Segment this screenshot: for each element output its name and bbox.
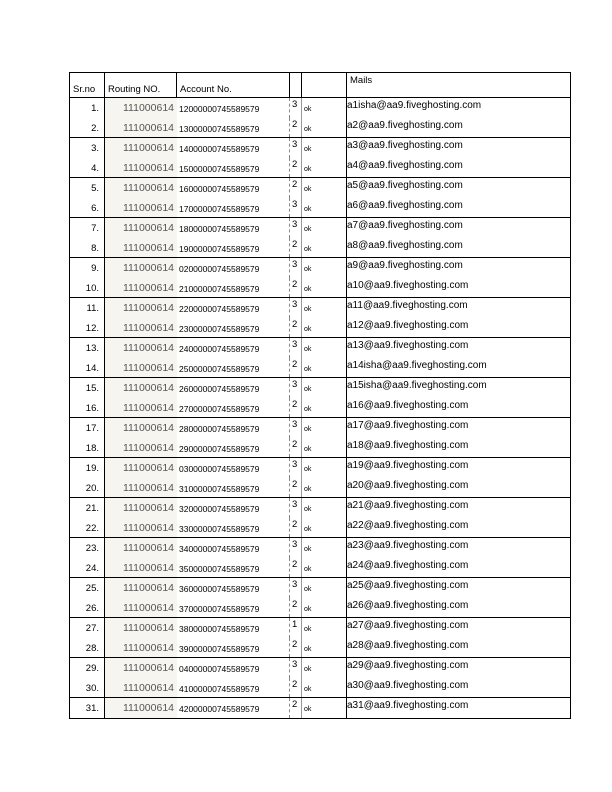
account-cell: 02000000745589579 — [177, 258, 290, 278]
account-cell: 13000000745589579 — [177, 118, 290, 138]
sr-no-cell: 18. — [70, 438, 105, 458]
account-cell: 33000000745589579 — [177, 518, 290, 538]
table-row — [70, 238, 570, 259]
mail-cell: a26@aa9.fiveghosting.com — [347, 599, 469, 611]
status-cell: ok — [302, 118, 347, 138]
routing-cell: 111000614 — [105, 518, 177, 538]
status-cell: ok — [302, 238, 347, 258]
header-account — [177, 73, 290, 97]
mail-cell: a24@aa9.fiveghosting.com — [347, 559, 469, 571]
status-cell: ok — [302, 558, 347, 578]
status-cell: ok — [302, 278, 347, 298]
mail-cell: a12@aa9.fiveghosting.com — [347, 319, 469, 331]
sr-no-cell: 25. — [70, 578, 105, 598]
routing-cell: 111000614 — [105, 138, 177, 158]
account-cell: 37000000745589579 — [177, 598, 290, 618]
count-cell: 2 — [290, 118, 302, 138]
account-cell: 03000000745589579 — [177, 458, 290, 478]
count-cell: 3 — [290, 658, 302, 678]
status-cell: ok — [302, 638, 347, 658]
accounts-table — [69, 72, 571, 719]
account-cell: 27000000745589579 — [177, 398, 290, 418]
status-cell: ok — [302, 178, 347, 198]
account-cell: 41000000745589579 — [177, 678, 290, 698]
sr-no-cell: 28. — [70, 638, 105, 658]
routing-cell: 111000614 — [105, 218, 177, 238]
mail-cell: a13@aa9.fiveghosting.com — [347, 340, 469, 351]
table-row — [70, 598, 570, 619]
mail-cell: a21@aa9.fiveghosting.com — [347, 500, 469, 511]
table-row — [70, 258, 570, 278]
status-cell: ok — [302, 338, 347, 358]
table-row — [70, 698, 570, 718]
table-row — [70, 318, 570, 339]
routing-cell: 111000614 — [105, 278, 177, 298]
mail-cell: a8@aa9.fiveghosting.com — [347, 239, 463, 251]
mail-cell: a4@aa9.fiveghosting.com — [347, 159, 463, 171]
account-cell: 26000000745589579 — [177, 378, 290, 398]
account-cell: 04000000745589579 — [177, 658, 290, 678]
table-row — [70, 98, 570, 118]
mail-cell: a15isha@aa9.fiveghosting.com — [347, 380, 487, 391]
table-header — [70, 73, 570, 98]
sr-no-cell: 31. — [70, 698, 105, 718]
sr-no-cell: 16. — [70, 398, 105, 418]
sr-no-cell: 26. — [70, 598, 105, 618]
routing-cell: 111000614 — [105, 698, 177, 718]
account-cell: 16000000745589579 — [177, 178, 290, 198]
count-cell: 2 — [290, 318, 302, 338]
table-row — [70, 138, 570, 158]
status-cell: ok — [302, 218, 347, 238]
mail-cell: a6@aa9.fiveghosting.com — [347, 199, 463, 211]
count-cell: 2 — [290, 478, 302, 498]
count-cell: 3 — [290, 578, 302, 598]
routing-cell: 111000614 — [105, 658, 177, 678]
header-srno — [70, 73, 105, 97]
table-row — [70, 378, 570, 398]
count-cell: 2 — [290, 178, 302, 198]
sr-no-cell: 10. — [70, 278, 105, 298]
account-cell: 34000000745589579 — [177, 538, 290, 558]
mail-cell: a30@aa9.fiveghosting.com — [347, 679, 469, 691]
routing-cell: 111000614 — [105, 238, 177, 258]
table-row — [70, 498, 570, 518]
sr-no-cell: 1. — [70, 98, 105, 118]
account-cell: 15000000745589579 — [177, 158, 290, 178]
status-cell: ok — [302, 318, 347, 338]
status-cell: ok — [302, 378, 347, 398]
account-cell: 35000000745589579 — [177, 558, 290, 578]
routing-cell: 111000614 — [105, 438, 177, 458]
status-cell: ok — [302, 678, 347, 698]
status-cell: ok — [302, 598, 347, 618]
sr-no-cell: 20. — [70, 478, 105, 498]
account-cell: 14000000745589579 — [177, 138, 290, 158]
sr-no-cell: 19. — [70, 458, 105, 478]
account-cell: 28000000745589579 — [177, 418, 290, 438]
status-cell: ok — [302, 458, 347, 478]
status-cell: ok — [302, 398, 347, 418]
mail-cell: a18@aa9.fiveghosting.com — [347, 439, 469, 451]
status-cell: ok — [302, 478, 347, 498]
account-cell: 24000000745589579 — [177, 338, 290, 358]
mail-cell: a22@aa9.fiveghosting.com — [347, 519, 469, 531]
count-cell: 2 — [290, 698, 302, 718]
mail-cell: a3@aa9.fiveghosting.com — [347, 140, 463, 151]
routing-cell: 111000614 — [105, 358, 177, 378]
count-cell: 2 — [290, 158, 302, 178]
sr-no-cell: 8. — [70, 238, 105, 258]
table-row — [70, 358, 570, 379]
sr-no-cell: 27. — [70, 618, 105, 638]
routing-cell: 111000614 — [105, 178, 177, 198]
header-mails-label: Mails — [350, 75, 373, 86]
routing-cell: 111000614 — [105, 618, 177, 638]
count-cell: 2 — [290, 238, 302, 258]
table-row — [70, 298, 570, 318]
mail-cell: a25@aa9.fiveghosting.com — [347, 580, 469, 591]
header-routing-label: Routing NO. — [108, 84, 161, 95]
mail-cell: a5@aa9.fiveghosting.com — [347, 180, 463, 191]
mail-cell: a9@aa9.fiveghosting.com — [347, 260, 463, 271]
sr-no-cell: 22. — [70, 518, 105, 538]
account-cell: 23000000745589579 — [177, 318, 290, 338]
count-cell: 2 — [290, 438, 302, 458]
account-cell: 36000000745589579 — [177, 578, 290, 598]
status-cell: ok — [302, 358, 347, 378]
sr-no-cell: 7. — [70, 218, 105, 238]
count-cell: 3 — [290, 258, 302, 278]
mail-cell: a23@aa9.fiveghosting.com — [347, 540, 469, 551]
routing-cell: 111000614 — [105, 578, 177, 598]
count-cell: 2 — [290, 598, 302, 618]
mail-cell: a27@aa9.fiveghosting.com — [347, 620, 469, 631]
routing-cell: 111000614 — [105, 418, 177, 438]
status-cell: ok — [302, 158, 347, 178]
sr-no-cell: 12. — [70, 318, 105, 338]
sr-no-cell: 5. — [70, 178, 105, 198]
table-row — [70, 658, 570, 678]
routing-cell: 111000614 — [105, 298, 177, 318]
table-row — [70, 478, 570, 499]
status-cell: ok — [302, 618, 347, 638]
status-cell: ok — [302, 418, 347, 438]
header-routing — [105, 73, 177, 97]
routing-cell: 111000614 — [105, 538, 177, 558]
count-cell: 3 — [290, 218, 302, 238]
count-cell: 3 — [290, 298, 302, 318]
routing-cell: 111000614 — [105, 158, 177, 178]
account-cell: 32000000745589579 — [177, 498, 290, 518]
routing-cell: 111000614 — [105, 198, 177, 218]
count-cell: 1 — [290, 618, 302, 638]
routing-cell: 111000614 — [105, 598, 177, 618]
mail-cell: a7@aa9.fiveghosting.com — [347, 220, 463, 231]
count-cell: 2 — [290, 398, 302, 418]
sr-no-cell: 13. — [70, 338, 105, 358]
header-status — [302, 73, 347, 97]
mail-cell: a14isha@aa9.fiveghosting.com — [347, 359, 487, 371]
count-cell: 2 — [290, 358, 302, 378]
mail-cell: a10@aa9.fiveghosting.com — [347, 279, 469, 291]
table-row — [70, 218, 570, 238]
sr-no-cell: 4. — [70, 158, 105, 178]
status-cell: ok — [302, 138, 347, 158]
account-cell: 29000000745589579 — [177, 438, 290, 458]
sr-no-cell: 14. — [70, 358, 105, 378]
table-row — [70, 278, 570, 299]
table-row — [70, 178, 570, 198]
table-row — [70, 458, 570, 478]
count-cell: 2 — [290, 278, 302, 298]
account-cell: 42000000745589579 — [177, 698, 290, 718]
sr-no-cell: 2. — [70, 118, 105, 138]
account-cell: 12000000745589579 — [177, 98, 290, 118]
routing-cell: 111000614 — [105, 558, 177, 578]
table-row — [70, 118, 570, 139]
routing-cell: 111000614 — [105, 378, 177, 398]
count-cell: 3 — [290, 138, 302, 158]
table-row — [70, 158, 570, 179]
count-cell: 3 — [290, 198, 302, 218]
header-mails — [347, 73, 570, 97]
routing-cell: 111000614 — [105, 398, 177, 418]
table-row — [70, 678, 570, 699]
routing-cell: 111000614 — [105, 98, 177, 118]
sr-no-cell: 23. — [70, 538, 105, 558]
table-row — [70, 618, 570, 638]
status-cell: ok — [302, 658, 347, 678]
status-cell: ok — [302, 438, 347, 458]
mail-cell: a20@aa9.fiveghosting.com — [347, 479, 469, 491]
account-cell: 22000000745589579 — [177, 298, 290, 318]
table-row — [70, 198, 570, 219]
account-cell: 19000000745589579 — [177, 238, 290, 258]
routing-cell: 111000614 — [105, 678, 177, 698]
routing-cell: 111000614 — [105, 338, 177, 358]
count-cell: 2 — [290, 558, 302, 578]
routing-cell: 111000614 — [105, 318, 177, 338]
routing-cell: 111000614 — [105, 638, 177, 658]
sr-no-cell: 11. — [70, 298, 105, 318]
status-cell: ok — [302, 498, 347, 518]
table-body — [70, 98, 570, 718]
count-cell: 2 — [290, 638, 302, 658]
header-count — [290, 73, 302, 97]
count-cell: 2 — [290, 518, 302, 538]
table-row — [70, 638, 570, 659]
account-cell: 39000000745589579 — [177, 638, 290, 658]
table-row — [70, 578, 570, 598]
mail-cell: a11@aa9.fiveghosting.com — [347, 300, 468, 311]
mail-cell: a1isha@aa9.fiveghosting.com — [347, 100, 482, 111]
account-cell: 18000000745589579 — [177, 218, 290, 238]
count-cell: 3 — [290, 338, 302, 358]
sr-no-cell: 6. — [70, 198, 105, 218]
status-cell: ok — [302, 298, 347, 318]
account-cell: 31000000745589579 — [177, 478, 290, 498]
routing-cell: 111000614 — [105, 498, 177, 518]
status-cell: ok — [302, 578, 347, 598]
routing-cell: 111000614 — [105, 258, 177, 278]
count-cell: 3 — [290, 458, 302, 478]
sr-no-cell: 29. — [70, 658, 105, 678]
status-cell: ok — [302, 198, 347, 218]
routing-cell: 111000614 — [105, 478, 177, 498]
account-cell: 38000000745589579 — [177, 618, 290, 638]
status-cell: ok — [302, 538, 347, 558]
table-row — [70, 418, 570, 438]
count-cell: 3 — [290, 378, 302, 398]
sr-no-cell: 15. — [70, 378, 105, 398]
sr-no-cell: 3. — [70, 138, 105, 158]
status-cell: ok — [302, 698, 347, 718]
sr-no-cell: 17. — [70, 418, 105, 438]
mail-cell: a2@aa9.fiveghosting.com — [347, 119, 463, 131]
table-row — [70, 518, 570, 539]
count-cell: 3 — [290, 418, 302, 438]
mail-cell: a31@aa9.fiveghosting.com — [347, 700, 469, 711]
mail-cell: a29@aa9.fiveghosting.com — [347, 660, 469, 671]
sr-no-cell: 9. — [70, 258, 105, 278]
status-cell: ok — [302, 98, 347, 118]
sr-no-cell: 24. — [70, 558, 105, 578]
routing-cell: 111000614 — [105, 118, 177, 138]
account-cell: 21000000745589579 — [177, 278, 290, 298]
count-cell: 3 — [290, 538, 302, 558]
mail-cell: a17@aa9.fiveghosting.com — [347, 420, 469, 431]
header-srno-label: Sr.no — [73, 84, 96, 95]
header-account-label: Account No. — [180, 84, 232, 95]
account-cell: 17000000745589579 — [177, 198, 290, 218]
account-cell: 25000000745589579 — [177, 358, 290, 378]
mail-cell: a28@aa9.fiveghosting.com — [347, 639, 469, 651]
status-cell: ok — [302, 258, 347, 278]
sr-no-cell: 21. — [70, 498, 105, 518]
table-row — [70, 438, 570, 459]
sr-no-cell: 30. — [70, 678, 105, 698]
table-row — [70, 558, 570, 579]
mail-cell: a19@aa9.fiveghosting.com — [347, 460, 469, 471]
count-cell: 3 — [290, 98, 302, 118]
count-cell: 3 — [290, 498, 302, 518]
routing-cell: 111000614 — [105, 458, 177, 478]
count-cell: 2 — [290, 678, 302, 698]
status-cell: ok — [302, 518, 347, 538]
table-row — [70, 538, 570, 558]
mail-cell: a16@aa9.fiveghosting.com — [347, 399, 469, 411]
table-row — [70, 398, 570, 419]
table-row — [70, 338, 570, 358]
